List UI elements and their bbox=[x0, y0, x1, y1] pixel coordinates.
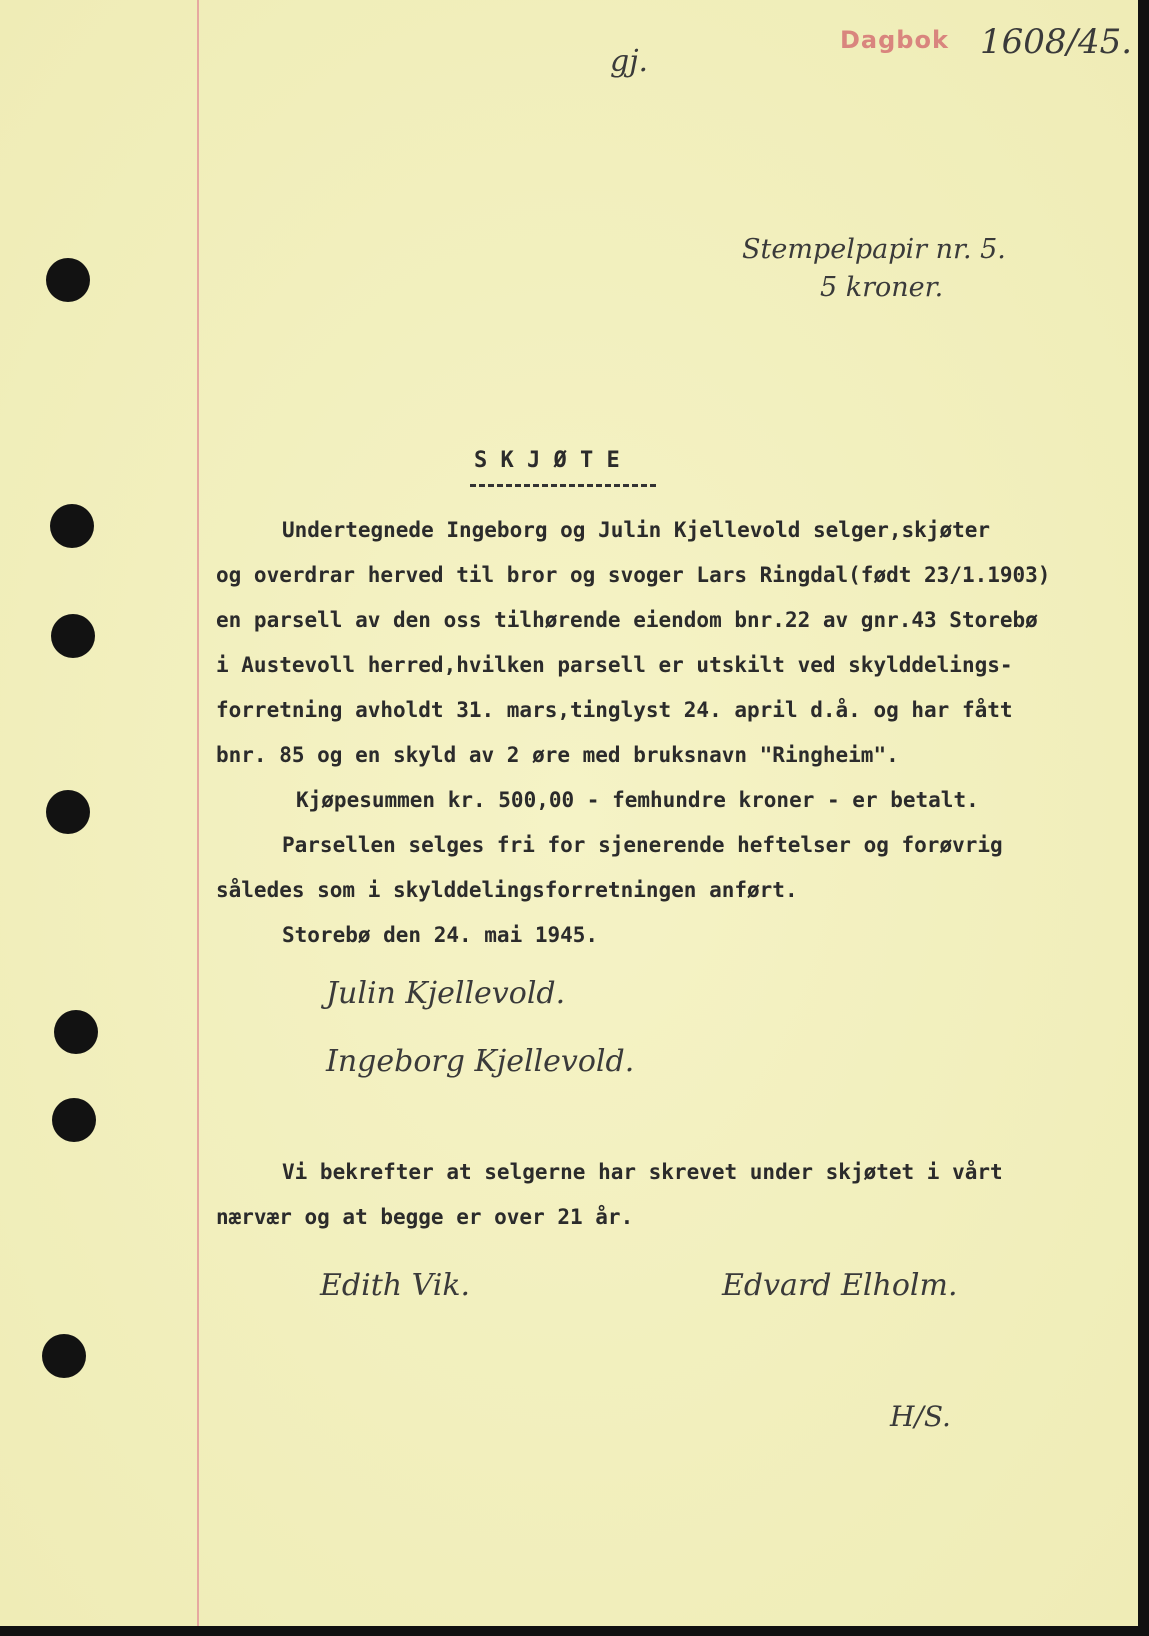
place-date-line: Storebø den 24. mai 1945. bbox=[282, 923, 599, 947]
punch-hole bbox=[46, 790, 90, 834]
margin-rule bbox=[197, 0, 199, 1626]
punch-hole bbox=[54, 1010, 98, 1054]
stamp-paper-value: 5 kroner. bbox=[820, 272, 944, 303]
body-line: Undertegnede Ingeborg og Julin Kjellevold selger,skjøter bbox=[282, 518, 991, 542]
witness-signature: Edith Vik. bbox=[320, 1268, 471, 1303]
journal-number: 1608/45. bbox=[980, 22, 1133, 62]
body-line: Kjøpesummen kr. 500,00 - femhundre kroner - er betalt. bbox=[296, 788, 979, 812]
document-title: S K J Ø T E bbox=[474, 448, 620, 473]
punch-hole bbox=[50, 504, 94, 548]
punch-hole bbox=[51, 614, 95, 658]
dagbok-stamp: Dagbok bbox=[840, 26, 949, 54]
seller-signature: Ingeborg Kjellevold. bbox=[326, 1044, 635, 1079]
body-line: en parsell av den oss tilhørende eiendom bnr.22 av gnr.43 Storebø bbox=[216, 608, 1038, 632]
witness-line: Vi bekrefter at selgerne har skrevet under skjøtet i vårt bbox=[282, 1160, 1003, 1184]
body-line: således som i skylddelingsforretningen anført. bbox=[216, 878, 798, 902]
body-line: og overdrar herved til bror og svoger Lars Ringdal(født 23/1.1903) bbox=[216, 563, 1051, 587]
body-line: Parsellen selges fri for sjenerende heftelser og forøvrig bbox=[282, 833, 1003, 857]
witness-line: nærvær og at begge er over 21 år. bbox=[216, 1205, 634, 1229]
initial-mark: gj. bbox=[610, 44, 649, 79]
seller-signature: Julin Kjellevold. bbox=[326, 976, 566, 1011]
title-underline bbox=[470, 484, 656, 487]
punch-hole bbox=[42, 1334, 86, 1378]
body-line: forretning avholdt 31. mars,tinglyst 24. april d.å. og har fått bbox=[216, 698, 1013, 722]
punch-hole bbox=[46, 258, 90, 302]
witness-signature: Edvard Elholm. bbox=[722, 1268, 958, 1303]
body-line: bnr. 85 og en skyld av 2 øre med bruksnavn "Ringheim". bbox=[216, 743, 899, 767]
punch-hole bbox=[52, 1098, 96, 1142]
stamp-paper-note: Stempelpapir nr. 5. bbox=[742, 234, 1006, 265]
body-line: i Austevoll herred,hvilken parsell er utskilt ved skylddelings- bbox=[216, 653, 1013, 677]
bottom-initials: H/S. bbox=[890, 1400, 951, 1433]
